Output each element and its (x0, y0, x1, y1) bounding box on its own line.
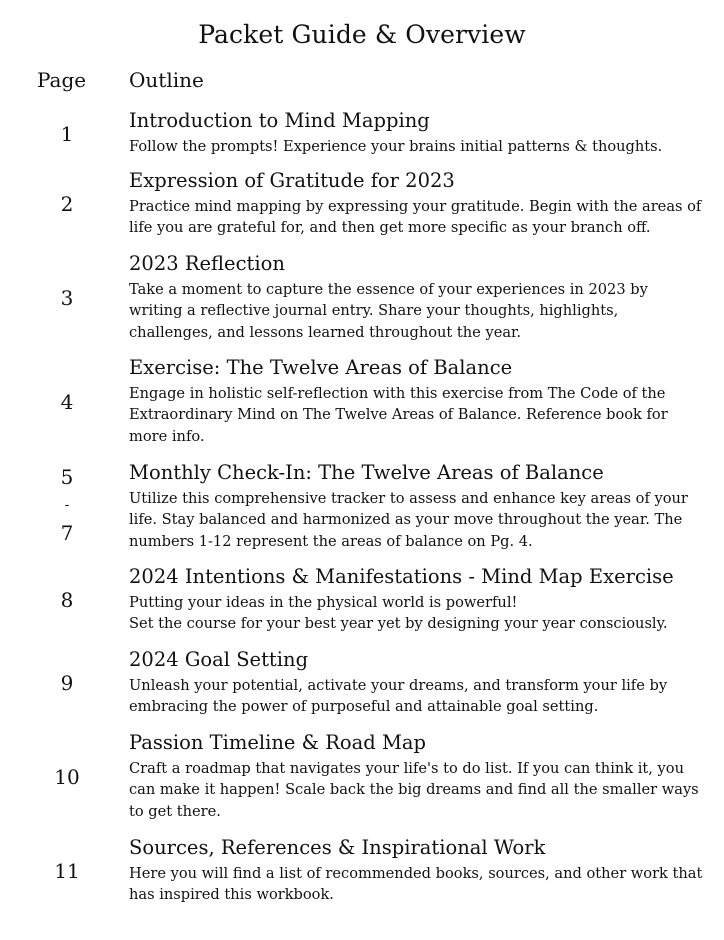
entry-title: Sources, References & Inspirational Work (129, 836, 546, 859)
page-range-start: 5 (60, 465, 74, 489)
entry-title: Expression of Gratitude for 2023 (129, 169, 455, 192)
page-range (36, 463, 98, 547)
entry-description: Craft a roadmap that navigates your life's to do list. If you can think it, you can make it happen! Scale back the big dreams and find all the smaller ways to get there. (129, 760, 699, 820)
page-column-header: Page (37, 68, 87, 92)
page-range-separator: - (64, 497, 70, 513)
entry-description-line: Putting your ideas in the physical world is powerful! (129, 594, 518, 611)
page-title: Packet Guide & Overview (198, 20, 526, 49)
entry-title: Introduction to Mind Mapping (129, 109, 430, 132)
page-number: 10 (54, 765, 80, 789)
page-number: 8 (60, 588, 74, 612)
entry-title: Monthly Check-In: The Twelve Areas of Balance (129, 461, 604, 484)
page-number: 3 (60, 286, 74, 310)
page-range-end: 7 (60, 521, 74, 545)
entry-description: Unleash your potential, activate your dreams, and transform your life by embracing the power of purposeful and attainable goal setting. (129, 677, 668, 716)
page-number: 9 (60, 671, 74, 695)
entry-title: Passion Timeline & Road Map (129, 731, 427, 754)
entry-description: Here you will find a list of recommended books, sources, and other work that has inspired this workbook. (129, 865, 703, 904)
entry-title: Exercise: The Twelve Areas of Balance (129, 356, 513, 379)
page-number: 1 (60, 122, 74, 146)
entry-title: 2023 Reflection (129, 252, 285, 275)
entry-title: 2024 Goal Setting (129, 648, 309, 671)
entry-title: 2024 Intentions & Manifestations - Mind Map Exercise (129, 565, 674, 588)
page-number: 2 (60, 192, 74, 216)
entry-description: Follow the prompts! Experience your brains initial patterns & thoughts. (129, 138, 663, 155)
page-number: 4 (60, 390, 74, 414)
entry-description: Utilize this comprehensive tracker to assess and enhance key areas of your life. Stay balanced and harmonized as your move throughout the year. The numbers 1-12 represent the areas of balance on Pg. 4. (129, 490, 688, 550)
entry-description: Take a moment to capture the essence of your experiences in 2023 by writing a reflective journal entry. Share your thoughts, highlights, challenges, and lessons learned throughout the year. (129, 281, 648, 341)
page-number: 11 (54, 859, 80, 883)
entry-description (129, 592, 704, 635)
entry-description: Practice mind mapping by expressing your gratitude. Begin with the areas of life you are grateful for, and then get more specific as your branch off. (129, 198, 702, 237)
entry-description-line: Set the course for your best year yet by designing your year consciously. (129, 615, 668, 633)
entry-description: Engage in holistic self-reflection with this exercise from The Code of the Extraordinary Mind on The Twelve Areas of Balance. Reference book for more info. (129, 385, 668, 445)
outline-column-header: Outline (129, 68, 204, 92)
